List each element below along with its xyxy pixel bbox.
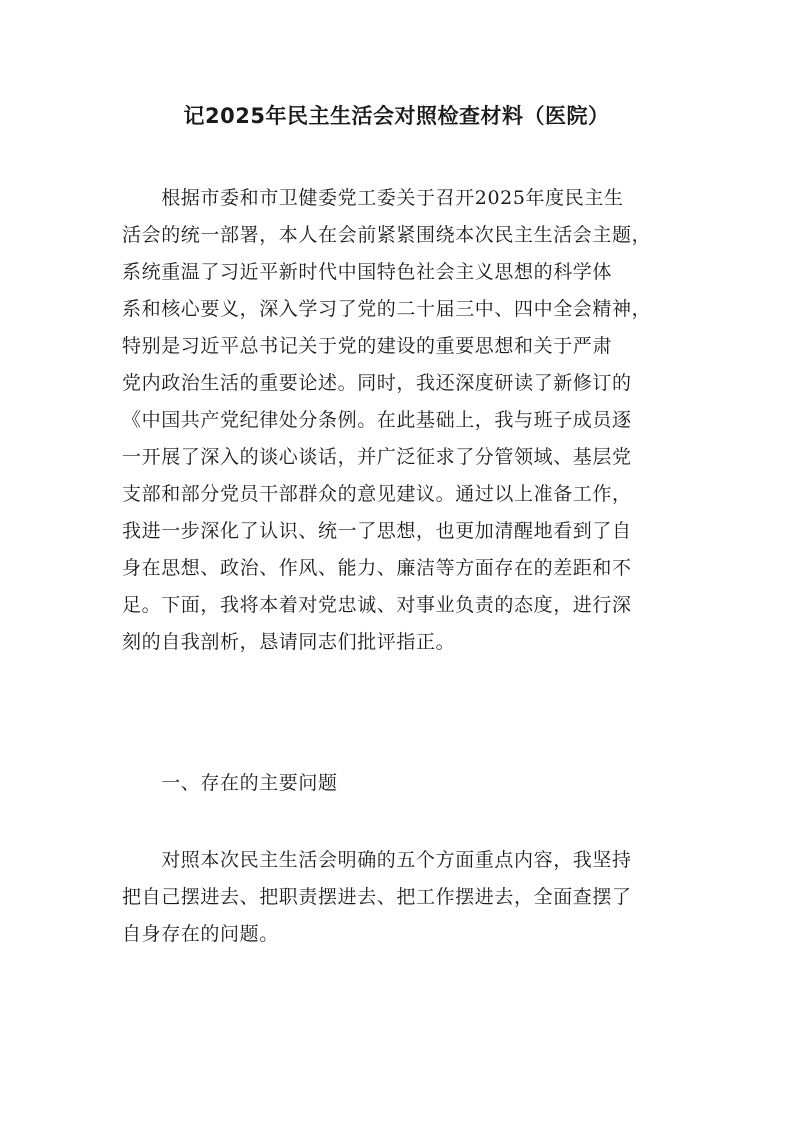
paragraph-line: 《中国共产党纪律处分条例。在此基础上，我与班子成员逐 [122, 409, 632, 431]
section-heading-text: 一、存在的主要问题 [122, 772, 338, 794]
paragraph-line: 把自己摆进去、把职责摆进去、把工作摆进去，全面查摆了 [122, 886, 632, 908]
paragraph-line: 刻的自我剖析，恳请同志们批评指正。 [122, 631, 456, 653]
paragraph-line: 支部和部分党员干部群众的意见建议。通过以上准备工作， [122, 483, 632, 505]
paragraph-line: 对照本次民主生活会明确的五个方面重点内容，我坚持 [122, 849, 632, 871]
intro-paragraph [122, 180, 682, 661]
paragraph-line: 身在思想、政治、作风、能力、廉洁等方面存在的差距和不 [122, 557, 632, 579]
paragraph-line: 根据市委和市卫健委党工委关于召开2025年度民主生 [122, 187, 624, 209]
paragraph-line: 活会的统一部署，本人在会前紧紧围绕本次民主生活会主题， [122, 224, 652, 246]
problems-paragraph [122, 842, 682, 953]
paragraph-line: 党内政治生活的重要论述。同时，我还深度研读了新修订的 [122, 372, 632, 394]
paragraph-line: 系和核心要义，深入学习了党的二十届三中、四中全会精神， [122, 298, 652, 320]
document-title: 记2025年民主生活会对照检查材料（医院） [183, 104, 610, 128]
paragraph-line: 自身存在的问题。 [122, 923, 279, 945]
paragraph-line: 特别是习近平总书记关于党的建设的重要思想和关于严肃 [122, 335, 613, 357]
paragraph-line: 足。下面，我将本着对党忠诚、对事业负责的态度，进行深 [122, 594, 632, 616]
section-heading [122, 765, 682, 802]
paragraph-line: 系统重温了习近平新时代中国特色社会主义思想的科学体 [122, 261, 613, 283]
paragraph-line: 我进一步深化了认识、统一了思想，也更加清醒地看到了自 [122, 520, 632, 542]
paragraph-line: 一开展了深入的谈心谈话，并广泛征求了分管领域、基层党 [122, 446, 632, 468]
